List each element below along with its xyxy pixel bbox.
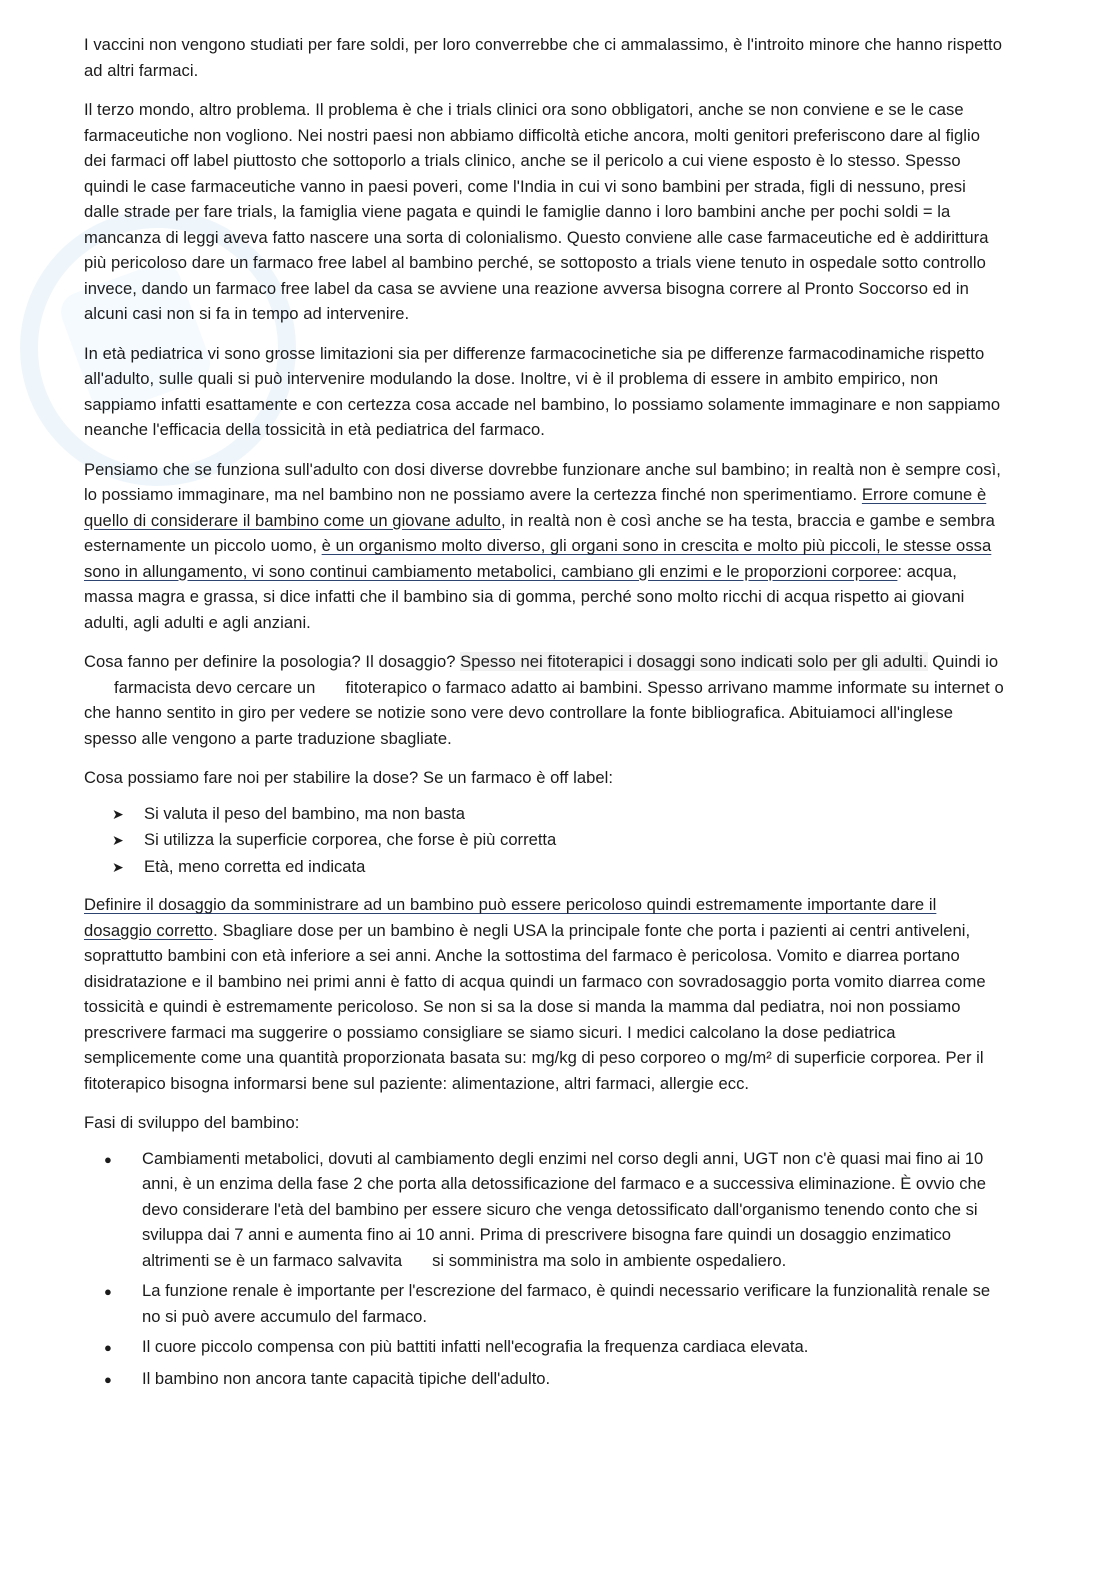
list-item-text: Età, meno corretta ed indicata	[144, 856, 366, 876]
bullet-dot-icon: ●	[104, 1371, 112, 1387]
text-segment: Pensiamo che se funziona sull'adulto con dosi diverse dovrebbe funzionare anche sul bambino; in realtà non è sempre così, lo possiamo immaginare, ma nel bambino non ne possiamo avere la certezza finché non sperimentiamo.	[84, 459, 1001, 504]
text-segment: fitoterapico o farmaco adatto ai bambini. Spesso arrivano mamme informate su internet o che hanno sentito in giro per vedere se notizie sono vere devo controllare la fonte bibliografica. Abituiamoci all'inglese spesso alle vengono a parte traduzione sbagliate.	[84, 677, 1004, 748]
list-item	[112, 827, 1004, 854]
paragraph-terzo-mondo: Il terzo mondo, altro problema. Il problema è che i trials clinici ora sono obbligatori, anche se non conviene e se le case farmaceutiche non vogliono. Nei nostri paesi non abbiamo difficoltà etiche ancora, molti genitori preferiscono dare al figlio dei farmaci off label piuttosto che sottoporlo a trials clinico, anche se il pericolo a cui viene esposto è lo stesso. Spesso quindi le case farmaceutiche vanno in paesi poveri, come l'India in cui vi sono bambini per strada, figli di nessuno, presi dalle strade per fare trials, la famiglia viene pagata e quindi le famiglie danno i loro bambini anche per pochi soldi = la mancanza di leggi aveva fatto nascere una sorta di colonialismo. Questo conviene alle case farmaceutiche ed è addirittura più pericoloso dare un farmaco free label al bambino perché, se sottoposto a trials viene tenuto in ospedale sotto controllo invece, dando un farmaco free label da casa se avviene una reazione avversa bisogna correre al Pronto Soccorso ed in alcuni casi non si fa in tempo ad intervenire.	[84, 100, 989, 323]
bullet-list	[104, 1146, 1004, 1393]
underlined-text: Definire il dosaggio da somministrare ad un bambino può essere pericoloso quindi estremamente importante dare il dosaggio corretto	[84, 895, 937, 940]
list-item-text: Il bambino non ancora tante capacità tipiche dell'adulto.	[142, 1368, 551, 1388]
highlighted-text: Spesso nei fitoterapici i dosaggi sono indicati solo per gli adulti.	[460, 652, 928, 671]
list-item	[104, 1146, 1004, 1274]
underlined-text: Errore comune è quello di considerare il bambino come un giovane adulto	[84, 485, 987, 530]
text-segment: Cambiamenti metabolici, dovuti al cambiamento degli enzimi nel corso degli anni, UGT non c'è quasi mai fino ai 10 anni, è un enzima della fase 2 che porta alla detossificazione del farmaco e a successiva eliminazione. È ovvio che devo considerare l'età del bambino per essere sicuro che venga detossificato dall'organismo tenendo conto che si sviluppa dai 7 anni e aumenta fino ai 10 anni. Prima di prescrivere bisogna fare quindi un dosaggio enzimatico altrimenti se è un farmaco salvavita	[142, 1148, 986, 1270]
underlined-text: è un organismo molto diverso, gli organi sono in crescita e molto più piccoli, le stesse ossa sono in allungamento, vi sono continui cambiamento metabolici, cambiano gli enzimi e le proporzioni corporee	[84, 536, 992, 581]
list-item	[104, 1366, 1004, 1393]
paragraph-vaccini: I vaccini non vengono studiati per fare soldi, per loro converrebbe che ci ammalassimo, è l'introito minore che hanno rispetto ad altri farmaci.	[84, 35, 1002, 80]
bullet-dot-icon: ●	[104, 1151, 112, 1167]
text-segment: : acqua, massa magra e grassa, si dice infatti che il bambino sia di gomma, perché sono molto ricchi di acqua rispetto ai giovani adulti, agli adulti e agli anziani.	[84, 561, 965, 632]
arrow-bullet-icon: ➤	[112, 805, 124, 822]
text-segment: Quindi io	[927, 652, 999, 671]
list-item-text: Si utilizza la superficie corporea, che forse è più corretta	[144, 830, 557, 849]
bullet-dot-icon: ●	[104, 1340, 112, 1355]
arrow-list	[112, 801, 1004, 881]
paragraph-dosaggio-pericoloso	[84, 892, 1004, 1096]
paragraph-adulto-bambino	[84, 457, 1004, 636]
paragraph-stabilire-dose: Cosa possiamo fare noi per stabilire la dose? Se un farmaco è off label:	[84, 768, 614, 787]
text-segment: Cosa fanno per definire la posologia? Il dosaggio?	[84, 652, 461, 671]
text-segment: . Sbagliare dose per un bambino è negli USA la principale fonte che porta i pazienti ai centri antiveleni, soprattutto bambini con età inferiore a sei anni. Anche la sottostima del farmaco è pericolosa. Vomito e diarrea portano disidratazione e il bambino nei primi anni è fatto di acqua quindi un farmaco con sovradosaggio porta vomito diarrea come tossicità e quindi è estremamente pericoloso. Se non si sa la dose si manda la mamma dal pediatra, noi non possiamo prescrivere farmaci ma suggerire o possiamo consigliare se siamo sicuri. I medici calcolano la dose pediatrica semplicemente come una quantità proporzionata basata su: mg/kg di peso corporeo o mg/m² di superficie corporea. Per il fitoterapico bisogna informarsi bene sul paziente: alimentazione, altri farmaci, allergie ecc.	[84, 920, 986, 1093]
list-item-text: Il cuore piccolo compensa con più battiti infatti nell'ecografia la frequenza cardiaca elevata.	[142, 1337, 809, 1356]
list-item	[104, 1278, 1004, 1329]
list-item	[104, 1334, 1004, 1361]
list-item-text: La funzione renale è importante per l'escrezione del farmaco, è quindi necessario verificare la funzionalità renale se no si può avere accumulo del farmaco.	[142, 1281, 991, 1326]
paragraph-eta-pediatrica: In età pediatrica vi sono grosse limitazioni sia per differenze farmacocinetiche sia pe differenze farmacodinamiche rispetto all'adulto, sulle quali si può intervenire modulando la dose. Inoltre, vi è il problema di essere in ambito empirico, non sappiamo infatti esattamente e con certezza cosa accade nel bambino, lo possiamo solamente immaginare e non sappiamo neanche l'efficacia della tossicità in età pediatrica del farmaco.	[84, 343, 1001, 439]
arrow-bullet-icon: ➤	[112, 832, 124, 848]
list-item-text	[142, 1146, 1004, 1274]
bullet-dot-icon: ●	[104, 1284, 112, 1299]
list-item-text: Si valuta il peso del bambino, ma non basta	[144, 803, 466, 823]
arrow-bullet-icon: ➤	[112, 858, 124, 875]
text-segment: , in realtà non è così anche se ha testa, braccia e gambe e sembra esternamente un piccolo uomo,	[84, 510, 995, 555]
paragraph-posologia	[84, 649, 1004, 751]
list-item	[112, 801, 1004, 828]
list-item	[112, 854, 1004, 881]
text-segment: si somministra ma solo in ambiente ospedaliero.	[432, 1250, 787, 1270]
text-segment: farmacista devo cercare un	[114, 677, 316, 697]
section-heading-fasi-sviluppo: Fasi di sviluppo del bambino:	[84, 1113, 300, 1132]
